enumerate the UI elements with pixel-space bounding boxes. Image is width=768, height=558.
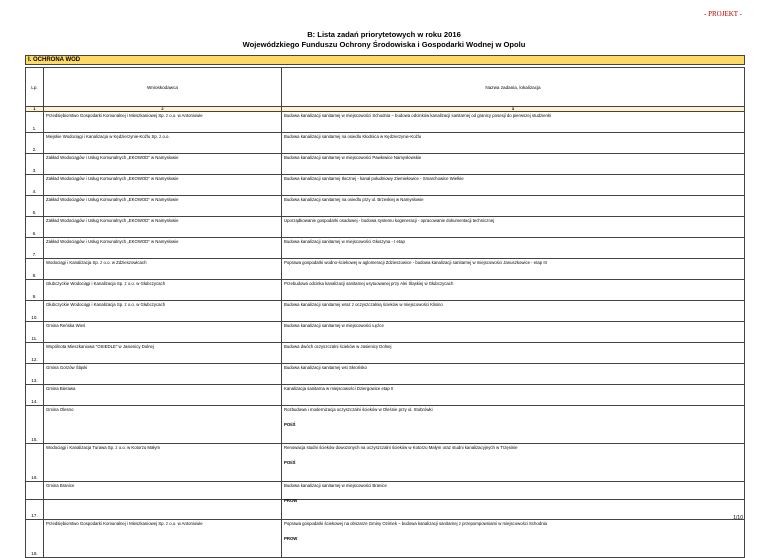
applicant-cell — [44, 385, 282, 406]
task-cell — [282, 154, 745, 175]
task-name: Budowa kanalizacji sanitarnej w miejscowości Pawłowice Namysłowskie — [284, 155, 422, 160]
task-name: Rozbudowa i modernizacja oczyszczalni ścieków w Oleśnie przy ul. Stobrówki — [284, 407, 433, 412]
task-cell — [282, 385, 745, 406]
applicant-name: Głubczyckie Wodociągi i Kanalizacja Sp. z o.o. w Głubczycach — [46, 302, 166, 307]
row-number: 8. — [26, 259, 44, 280]
applicant-name: Głubczyckie Wodociągi i Kanalizacja Sp. z o.o. w Głubczycach — [46, 281, 166, 286]
task-name: Poprawa gospodarki ściekowej na obszarze Gminy Ozimek – budowa kanalizacji sanitarnej z przepompowniami w miejscowości Schodnia — [284, 521, 547, 526]
row-number: 3. — [26, 154, 44, 175]
applicant-name: Przedsiębiorstwo Gospodarki Komunalnej i Mieszkaniowej Sp. z o.o. w Antoniowie — [46, 113, 203, 118]
task-cell — [282, 343, 745, 364]
table-row — [26, 196, 745, 217]
task-name: Budowa dwóch oczyszczalni ścieków w Jasienicy Dolnej — [284, 344, 392, 349]
table-row — [26, 364, 745, 385]
table-row — [26, 444, 745, 482]
task-table — [25, 67, 745, 558]
header-applicant: Wnioskodawca — [44, 68, 282, 107]
task-cell — [282, 217, 745, 238]
table-row — [26, 217, 745, 238]
row-number: 1. — [26, 112, 44, 133]
row-number: 9. — [26, 280, 44, 301]
row-number: 5. — [26, 196, 44, 217]
applicant-name: Zakład Wodociągów i Usług Komunalnych „EKOWOD” w Namysłowie — [46, 218, 179, 223]
applicant-cell — [44, 112, 282, 133]
funding-source: POIiŚ — [284, 422, 296, 427]
applicant-name: Gmina Olesno — [46, 407, 74, 412]
table-row — [26, 133, 745, 154]
task-name: Budowa kanalizacji sanitarnej wraz z oczyszczalnią ścieków w miejscowości Klisino — [284, 302, 443, 307]
task-cell — [282, 364, 745, 385]
applicant-cell — [44, 238, 282, 259]
task-name: Budowa kanalizacji sanitarnej w miejscowości Łężce — [284, 323, 384, 328]
applicant-name: Zakład Wodociągów i Usług Komunalnych „EKOWOD” w Namysłowie — [46, 155, 179, 160]
task-cell — [282, 301, 745, 322]
row-number: 16. — [26, 444, 44, 482]
page-number: 1/10 — [733, 515, 743, 521]
applicant-name: Wodociągi i Kanalizacja Turawa Sp. z o.o. w Kotorzu Małym — [46, 445, 161, 450]
applicant-name: Wodociągi i Kanalizacja Sp. z o.o. w Zdzieszowicach — [46, 260, 147, 265]
task-cell — [282, 322, 745, 343]
task-cell — [282, 444, 745, 482]
applicant-name: Zakład Wodociągów i Usług Komunalnych „EKOWOD” w Namysłowie — [46, 176, 179, 181]
applicant-cell — [44, 154, 282, 175]
table-row — [26, 343, 745, 364]
applicant-name: Gmina Gorzów Śląski — [46, 365, 88, 370]
row-number: 18. — [26, 520, 44, 558]
applicant-cell — [44, 520, 282, 558]
task-name: Przebudowa odcinka kanalizacji sanitarnej usytuowanej przy Alei Śląskiej w Głubczycach — [284, 281, 454, 286]
row-number: 11. — [26, 322, 44, 343]
task-name: Budowa kanalizacji sanitarnej wsi Skrońsko — [284, 365, 367, 370]
column-number: 3 — [282, 107, 745, 112]
applicant-cell — [44, 196, 282, 217]
column-number: 2 — [44, 107, 282, 112]
task-cell — [282, 175, 745, 196]
column-number: 1 — [26, 107, 44, 112]
table-row — [26, 301, 745, 322]
row-number: 2. — [26, 133, 44, 154]
task-cell — [282, 196, 745, 217]
applicant-name: Gmina Bierawa — [46, 386, 76, 391]
table-row — [26, 520, 745, 558]
table-row — [26, 322, 745, 343]
row-number: 7. — [26, 238, 44, 259]
task-name: Budowa kanalizacji sanitarnej w miejscowości Schodnia – budowa odcinków kanalizacji sanitarnej od granicy posesji do pierwszej studzienki — [284, 113, 552, 118]
table-row — [26, 482, 745, 520]
applicant-cell — [44, 217, 282, 238]
draft-stamp: - PROJEKT - — [704, 10, 742, 18]
applicant-name: Gmina Reńska Wieś — [46, 323, 86, 328]
applicant-cell — [44, 343, 282, 364]
task-cell — [282, 482, 745, 520]
task-name: Poprawa gospodarki wodno-ściekowej w aglomeracji Zdzieszowice - budowa kanalizacji sanitarnej w miejscowości Januszkowice - etap III — [284, 260, 547, 265]
table-row — [26, 238, 745, 259]
task-cell — [282, 133, 745, 154]
applicant-cell — [44, 444, 282, 482]
applicant-name: Miejskie Wodociągi i Kanalizacja w Kędzierzynie-Koźlu Sp. z.o.o. — [46, 134, 170, 139]
table-row — [26, 154, 745, 175]
task-cell — [282, 520, 745, 558]
table-row — [26, 280, 745, 301]
task-cell — [282, 406, 745, 444]
task-name: Uporządkowanie gospodarki osadowej - budowa systemu kogeneracji - opracowanie dokumentacji technicznej — [284, 218, 495, 223]
table-row — [26, 175, 745, 196]
row-number: 13. — [26, 364, 44, 385]
header-task: Nazwa zadania, lokalizacja — [282, 68, 745, 107]
applicant-cell — [44, 175, 282, 196]
row-number: 15. — [26, 406, 44, 444]
row-number: 4. — [26, 175, 44, 196]
applicant-name: Przedsiębiorstwo Gospodarki Komunalnej i Mieszkaniowej Sp. z o.o. w Antoniowie — [46, 521, 203, 526]
applicant-name: Wspólnota Mieszkaniowa "OSIEDLE" w Jasienicy Dolnej — [46, 344, 154, 349]
task-name: Budowa kanalizacji sanitarnej w miejscowości Głuszyna - I etap — [284, 239, 405, 244]
header-lp: Lp. — [26, 68, 44, 107]
table-row — [26, 406, 745, 444]
funding-source: PROW — [284, 498, 298, 503]
task-cell — [282, 259, 745, 280]
task-cell — [282, 280, 745, 301]
document-title: B: Lista zadań priorytetowych w roku 2016 — [307, 30, 461, 39]
applicant-cell — [44, 301, 282, 322]
row-number: 6. — [26, 217, 44, 238]
row-number: 12. — [26, 343, 44, 364]
row-number: 17. — [26, 482, 44, 520]
applicant-cell — [44, 259, 282, 280]
applicant-cell — [44, 406, 282, 444]
document-subtitle: Wojewódzkiego Funduszu Ochrony Środowiska i Gospodarki Wodnej w Opolu — [242, 40, 526, 49]
section-heading: I. OCHRONA WÓD — [25, 55, 745, 65]
task-name: Budowa kanalizacji sanitarnej tłocznej - kanał południowy Ziemiełowice - Smarchowice Wielkie — [284, 176, 464, 181]
funding-source: POIiŚ — [284, 460, 296, 465]
task-name: Budowa kanalizacji sanitarnej w miejscowości Branice — [284, 483, 387, 488]
row-number: 14. — [26, 385, 44, 406]
task-name: Budowa kanalizacji sanitarnej na osiedlu przy ul. Brzeskiej w Namysłowie — [284, 197, 424, 202]
task-cell — [282, 112, 745, 133]
applicant-cell — [44, 280, 282, 301]
task-cell — [282, 238, 745, 259]
applicant-cell — [44, 322, 282, 343]
task-name: Budowa kanalizacji sanitarnej na osiedlu Kłodnica w Kędzierzynie-Koźlu — [284, 134, 422, 139]
applicant-name: Zakład Wodociągów i Usług Komunalnych „EKOWOD” w Namysłowie — [46, 239, 179, 244]
funding-source: PROW — [284, 536, 298, 541]
table-row — [26, 259, 745, 280]
table-row — [26, 385, 745, 406]
header-row — [26, 68, 745, 107]
task-name: Renowacja studni ścieków dowozonych na oczyszczalni ścieków w Kotorzu Małym oraz studni kanalizacyjnych w Trzęsinie — [284, 445, 518, 450]
applicant-cell — [44, 482, 282, 520]
task-name: Kanalizacja sanitarna w miejscowości Dziergowice etap II — [284, 386, 394, 391]
applicant-name: Gmina Branice — [46, 483, 75, 488]
applicant-cell — [44, 364, 282, 385]
row-number: 10. — [26, 301, 44, 322]
table-row — [26, 112, 745, 133]
applicant-cell — [44, 133, 282, 154]
applicant-name: Zakład Wodociągów i Usług Komunalnych „EKOWOD” w Namysłowie — [46, 197, 179, 202]
